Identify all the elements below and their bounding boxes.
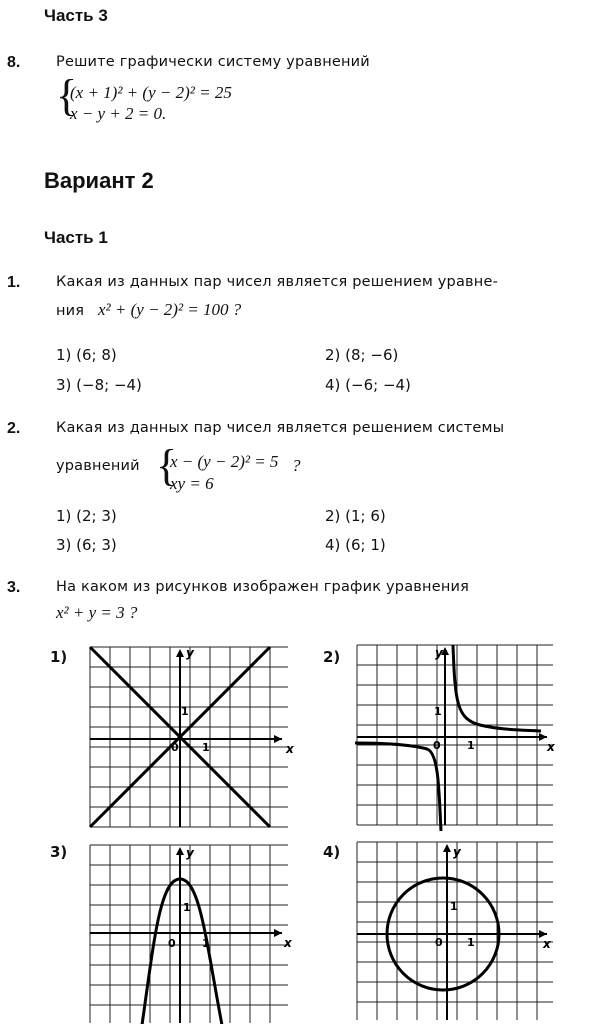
task3-equation: x² + y = 3 ? <box>56 603 138 622</box>
axis-y-label: y <box>186 846 194 860</box>
tick-x-1: 1 <box>467 936 475 949</box>
task2-eq1: x − (y − 2)² = 5 <box>170 452 279 471</box>
axes <box>357 846 547 1020</box>
task8-text: Решите графически систему уравнений <box>56 54 370 70</box>
task1-option-2: 2) (8; −6) <box>325 346 399 364</box>
axis-y-label: y <box>453 845 461 859</box>
part1-heading: Часть 1 <box>44 228 108 247</box>
task2-option-2: 2) (1; 6) <box>325 507 386 525</box>
task1-number: 1. <box>7 274 21 291</box>
task3-line1: На каком из рисунков изображен график уравнения <box>56 579 470 595</box>
axis-x-label: x <box>284 936 292 950</box>
axis-y-label: y <box>435 646 443 660</box>
tick-x-1: 1 <box>467 739 475 752</box>
task2-eq2: xy = 6 <box>170 474 214 493</box>
task8-number: 8. <box>7 54 21 71</box>
tick-x-1: 1 <box>202 741 210 754</box>
task1-line1: Какая из данных пар чисел является решением уравне- <box>56 274 499 290</box>
task8-eq1: (x + 1)² + (y − 2)² = 25 <box>70 83 232 102</box>
task1-equation: x² + (y − 2)² = 100 ? <box>98 300 242 319</box>
task2-question-mark: ? <box>292 456 301 475</box>
graph-2-label: 2) <box>323 648 341 666</box>
tick-y-1: 1 <box>434 705 442 718</box>
graph-1-label: 1) <box>50 648 68 666</box>
axis-arrows <box>176 847 282 937</box>
axis-x-label: x <box>543 937 551 951</box>
task1-option-1: 1) (6; 8) <box>56 346 117 364</box>
axis-x-label: x <box>286 742 294 756</box>
task2-option-4: 4) (6; 1) <box>325 536 386 554</box>
task2-number: 2. <box>7 420 21 437</box>
graph-4-label: 4) <box>323 843 341 861</box>
axes <box>90 849 282 1023</box>
tick-y-1: 1 <box>450 900 458 913</box>
task2-line2-prefix: уравнений <box>56 458 140 474</box>
task8-eq2: x − y + 2 = 0. <box>70 104 167 123</box>
graph-3-label: 3) <box>50 843 68 861</box>
axis-x-label: x <box>547 740 555 754</box>
task8-brace: { <box>56 71 78 120</box>
task2-option-1: 1) (2; 3) <box>56 507 117 525</box>
task1-line2-prefix: ния <box>56 303 85 319</box>
graph-4 <box>355 840 555 1024</box>
tick-y-1: 1 <box>181 705 189 718</box>
task1-option-4: 4) (−6; −4) <box>325 376 411 394</box>
tick-y-1: 1 <box>183 901 191 914</box>
graph-3 <box>88 843 294 1024</box>
graph-1 <box>88 645 294 830</box>
origin-label: 0 <box>435 936 443 949</box>
part3-heading: Часть 3 <box>44 6 108 25</box>
task2-brace: { <box>156 441 178 490</box>
variant-heading: Вариант 2 <box>44 168 154 193</box>
graph-2 <box>355 643 555 833</box>
task2-option-3: 3) (6; 3) <box>56 536 117 554</box>
task3-number: 3. <box>7 579 21 596</box>
task2-line1: Какая из данных пар чисел является решением системы <box>56 420 505 436</box>
grid <box>90 647 288 827</box>
origin-label: 0 <box>171 741 179 754</box>
origin-label: 0 <box>168 937 176 950</box>
task1-option-3: 3) (−8; −4) <box>56 376 142 394</box>
axes <box>357 649 547 825</box>
tick-x-1: 1 <box>202 937 210 950</box>
axis-arrows <box>176 649 282 743</box>
origin-label: 0 <box>433 739 441 752</box>
axis-y-label: y <box>186 646 194 660</box>
